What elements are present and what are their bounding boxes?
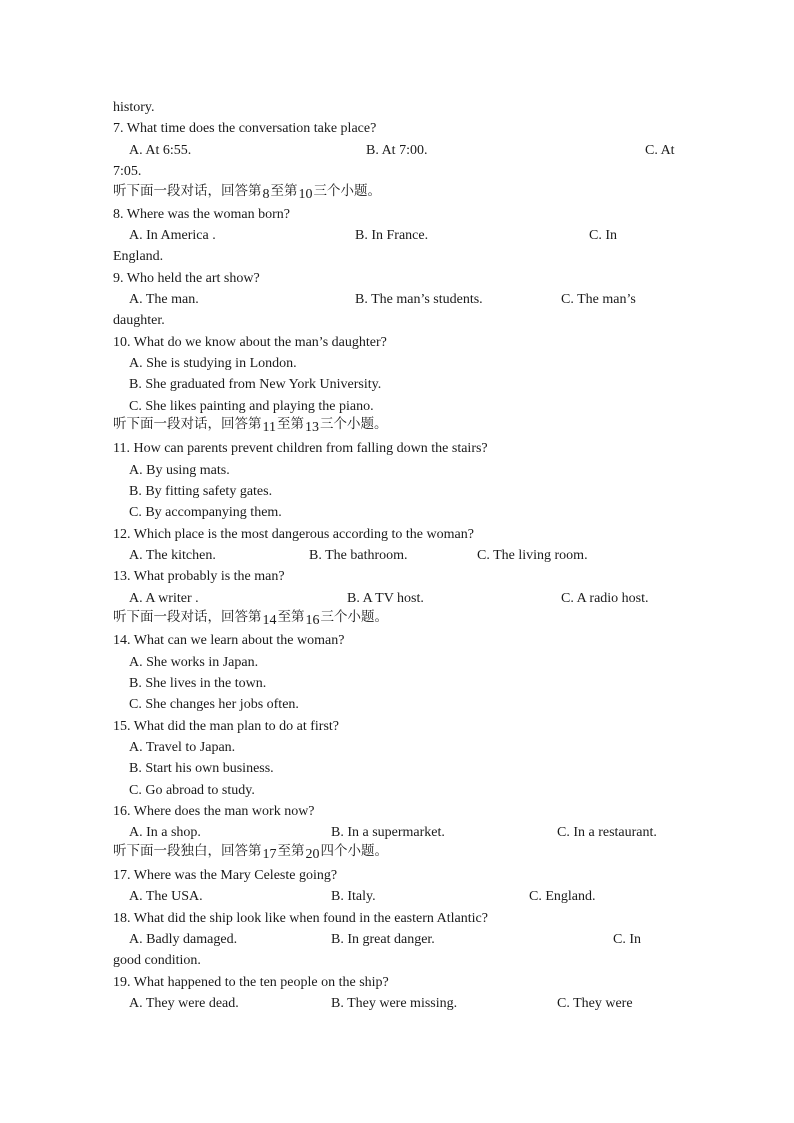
question-10: 10. What do we know about the man’s daughter? [113,335,387,350]
option-c: C. In [613,932,641,947]
option-b: B. The man’s students. [355,292,483,307]
option-b: B. The bathroom. [309,548,408,563]
option-c: C. The living room. [477,548,588,563]
question-16: 16. Where does the man work now? [113,804,315,819]
option-b: B. She lives in the town. [129,676,267,691]
question-8: 8. Where was the woman born? [113,207,291,222]
option-continuation: England. [113,249,164,264]
question-17: 17. Where was the Mary Celeste going? [113,868,338,883]
option-a: A. The kitchen. [129,548,216,563]
option-a: A. They were dead. [129,996,239,1011]
question-7: 7. What time does the conversation take place? [113,121,377,136]
section-instruction: 听下面一段对话，回答第8至第10三个小题。 [113,183,381,202]
option-b: B. A TV host. [347,591,424,606]
question-text: history. [113,100,155,115]
option-c: C. In [589,228,617,243]
option-a: A. At 6:55. [129,143,192,158]
option-b: B. Italy. [331,889,376,904]
question-12: 12. Which place is the most dangerous according to the woman? [113,527,474,542]
option-a: A. Travel to Japan. [129,740,236,755]
option-c: C. England. [529,889,596,904]
option-a: A. The USA. [129,889,203,904]
option-b: B. In great danger. [331,932,435,947]
option-continuation: good condition. [113,953,201,968]
option-b: B. They were missing. [331,996,458,1011]
option-b: B. She graduated from New York University. [129,377,382,392]
option-continuation: 7:05. [113,164,142,179]
question-13: 13. What probably is the man? [113,569,285,584]
option-c: C. By accompanying them. [129,505,282,520]
option-a: A. A writer . [129,591,199,606]
option-continuation: daughter. [113,313,165,328]
question-14: 14. What can we learn about the woman? [113,633,345,648]
section-instruction: 听下面一段独白，回答第17至第20四个小题。 [113,843,388,862]
option-c: C. She likes painting and playing the piano. [129,399,374,414]
question-9: 9. Who held the art show? [113,271,260,286]
option-a: A. By using mats. [129,463,230,478]
option-c: C. At [645,143,675,158]
section-instruction: 听下面一段对话，回答第14至第16三个小题。 [113,609,388,628]
option-c: C. They were [557,996,633,1011]
option-a: A. The man. [129,292,199,307]
section-instruction: 听下面一段对话，回答第11至第13三个小题。 [113,416,388,435]
option-c: C. She changes her jobs often. [129,697,299,712]
option-b: B. By fitting safety gates. [129,484,273,499]
question-19: 19. What happened to the ten people on the ship? [113,975,389,990]
option-a: A. She is studying in London. [129,356,297,371]
option-a: A. Badly damaged. [129,932,238,947]
option-c: C. In a restaurant. [557,825,657,840]
option-c: C. The man’s [561,292,636,307]
option-b: B. In France. [355,228,429,243]
option-b: B. In a supermarket. [331,825,445,840]
option-c: C. A radio host. [561,591,649,606]
option-a: A. She works in Japan. [129,655,259,670]
option-a: A. In America . [129,228,216,243]
option-a: A. In a shop. [129,825,201,840]
option-b: B. Start his own business. [129,761,274,776]
question-18: 18. What did the ship look like when found in the eastern Atlantic? [113,911,488,926]
option-b: B. At 7:00. [366,143,428,158]
option-c: C. Go abroad to study. [129,783,255,798]
question-11: 11. How can parents prevent children from falling down the stairs? [113,441,488,456]
question-15: 15. What did the man plan to do at first? [113,719,340,734]
